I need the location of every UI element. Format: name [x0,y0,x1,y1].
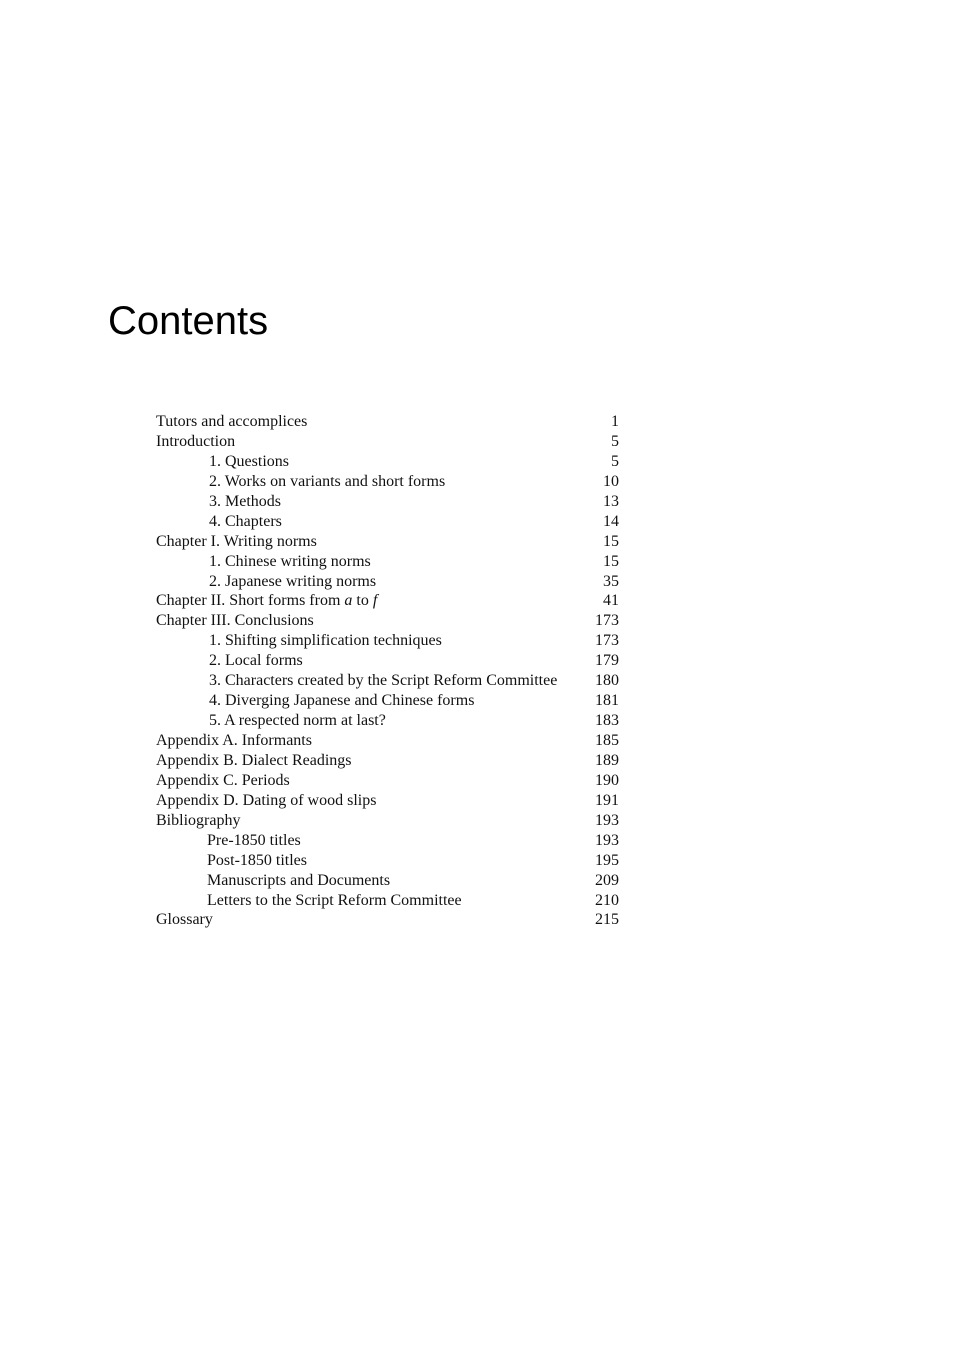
toc-entry-page: 191 [595,791,619,809]
toc-entry[interactable] [156,492,621,512]
toc-entry-page: 209 [595,871,619,889]
toc-entry-page: 180 [595,672,619,690]
toc-entry-page: 173 [595,612,619,630]
toc-entry-page: 185 [595,732,619,749]
toc-entry[interactable] [156,412,621,432]
toc-entry[interactable] [156,811,621,831]
toc-entry-title: Bibliography [156,811,241,829]
toc-entry-title: Manuscripts and Documents [207,871,391,889]
toc-entry-page: 14 [603,512,619,530]
toc-entry-title-part: Chapter II. Short forms from [156,592,345,610]
toc-entry[interactable] [156,611,621,631]
toc-entry[interactable] [156,771,621,791]
toc-entry-title: 1. Shifting simplification techniques [209,632,442,650]
toc-entry[interactable] [156,791,621,811]
toc-entry[interactable] [156,552,621,572]
toc-entry-title: 3. Characters created by the Script Reform Committee [209,672,558,690]
toc-entry[interactable] [156,671,621,691]
toc-entry-title: Appendix A. Informants [156,732,312,749]
toc-entry-title: 3. Methods [209,492,281,510]
toc-entry-page: 35 [603,572,619,590]
toc-entry[interactable] [156,831,621,851]
toc-entry-page: 181 [595,692,619,710]
toc-entry[interactable] [156,891,621,911]
toc-entry[interactable] [156,910,621,930]
toc-entry-page: 193 [595,831,619,849]
toc-entry-page: 5 [611,432,619,450]
toc-entry-title: 2. Works on variants and short forms [209,472,446,490]
toc-entry-title: 2. Japanese writing norms [209,572,377,590]
toc-entry-title-part: to [352,592,373,610]
toc-entry-title: Glossary [156,911,213,929]
toc-entry[interactable] [156,432,621,452]
toc-entry[interactable] [156,731,621,751]
toc-entry-title: 1. Chinese writing norms [209,552,371,570]
toc-entry[interactable] [156,691,621,711]
toc-entry-title: 5. A respected norm at last? [209,712,386,730]
toc-entry-title: 1. Questions [209,452,289,470]
toc-entry-title-part: f [372,592,378,610]
toc-entry-title [156,591,377,611]
toc-entry-title-part: a [344,592,353,610]
toc-entry-page: 179 [595,652,619,670]
toc-entry-title: 2. Local forms [209,652,303,670]
toc-entry-page: 10 [603,472,619,490]
toc-entry-title: Appendix C. Periods [156,771,290,789]
toc-entry-page: 15 [603,552,619,570]
toc-entry-page: 15 [603,532,619,550]
toc-entry[interactable] [156,532,621,552]
toc-entry-title: 4. Diverging Japanese and Chinese forms [209,692,475,710]
toc-entry-page: 189 [595,751,619,769]
toc-entry[interactable] [156,651,621,671]
toc-entry-page: 190 [595,771,619,789]
toc-entry-title: Introduction [156,432,236,450]
toc-entry-page: 195 [595,851,619,869]
toc-entry[interactable] [156,591,621,611]
toc-entry[interactable] [156,751,621,771]
toc-entry-title: Chapter III. Conclusions [156,612,314,630]
toc-entry[interactable] [156,871,621,891]
toc-entry-title: Appendix B. Dialect Readings [156,751,352,769]
toc-entry-page: 210 [595,891,619,909]
toc-entry-page: 13 [603,492,619,510]
toc-entry-title: Post-1850 titles [207,851,308,869]
toc-entry[interactable] [156,572,621,592]
toc-entry-title: Chapter I. Writing norms [156,532,317,550]
table-of-contents [156,412,621,930]
toc-entry-title: 4. Chapters [209,512,282,530]
toc-entry-page: 183 [595,712,619,730]
toc-entry-title: Pre-1850 titles [207,831,301,849]
toc-entry[interactable] [156,631,621,651]
toc-entry[interactable] [156,472,621,492]
toc-entry-title: Letters to the Script Reform Committee [207,891,462,909]
toc-entry-page: 173 [595,632,619,650]
toc-entry[interactable] [156,711,621,731]
toc-entry-page: 215 [595,911,619,929]
toc-entry-page: 5 [611,452,619,470]
toc-entry-page: 41 [603,592,619,610]
toc-entry[interactable] [156,851,621,871]
toc-entry[interactable] [156,512,621,532]
toc-entry-page: 193 [595,811,619,829]
toc-entry-title: Tutors and accomplices [156,413,308,430]
toc-entry-page: 1 [611,413,619,430]
page-title: Contents [108,299,269,343]
toc-entry[interactable] [156,452,621,472]
toc-entry-title: Appendix D. Dating of wood slips [156,791,377,809]
